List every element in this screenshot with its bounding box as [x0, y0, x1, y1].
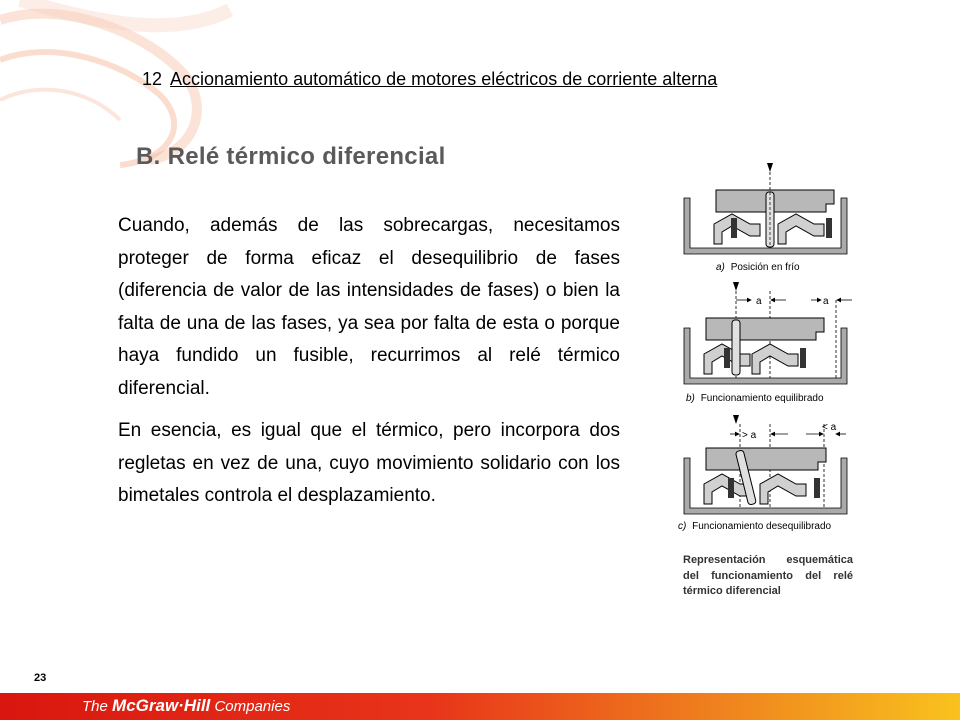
logo-brand: McGraw·Hill: [112, 696, 211, 715]
logo-companies: Companies: [214, 698, 291, 715]
footer-bar: [0, 693, 960, 720]
chapter-heading: [142, 69, 872, 90]
relay-schematic-figure: [676, 160, 866, 540]
label-c-text: Funcionamiento desequilibrado: [692, 521, 832, 532]
body-text: [118, 210, 620, 523]
svg-text:c) Funcionamiento desequ: [678, 521, 832, 532]
figure-caption: Representación esquemática del funcionamiento del relé térmico diferencial: [683, 554, 853, 597]
label-a-prefix: a): [716, 262, 725, 273]
section-title: B. Relé térmico diferencial: [136, 143, 446, 170]
diagram-balanced-operation: [684, 282, 852, 404]
publisher-logo: [82, 696, 290, 716]
dim-a-2: a: [823, 296, 829, 307]
diagram-unbalanced-operation: [678, 415, 847, 532]
svg-text:b) Funcionamiento equili: [686, 393, 824, 404]
dim-lt-a: < a: [822, 422, 837, 433]
paragraph-1: Cuando, además de las sobrecargas, necesitamos proteger de forma eficaz el desequilibrio de fases (diferencia de valor de las intensidades de fases) o bien la falta de una de las fases, ya sea por falta de esta o porque haya fundido un fusible, recurrimos al relé térmico diferencial.: [118, 215, 620, 399]
diagram-cold-position: [684, 163, 847, 273]
label-c-prefix: c): [678, 521, 687, 532]
dim-a-1: a: [756, 296, 762, 307]
page-number: 23: [34, 672, 47, 684]
label-b-text: Funcionamiento equilibrado: [700, 393, 824, 404]
paragraph-2: En esencia, es igual que el térmico, pero incorpora dos regletas en vez de una, cuyo movimiento solidario con los bimetales controla el desplazamiento.: [118, 420, 620, 506]
dim-gt-a: > a: [742, 430, 757, 441]
chapter-number: 12: [142, 69, 163, 89]
chapter-title: Accionamiento automático de motores eléctricos de corriente alterna: [170, 69, 718, 89]
logo-the: The: [82, 698, 108, 715]
label-a-text: Posición en frío: [730, 262, 800, 273]
svg-text:a) Posición en frío: [716, 262, 800, 273]
label-b-prefix: b): [686, 393, 695, 404]
